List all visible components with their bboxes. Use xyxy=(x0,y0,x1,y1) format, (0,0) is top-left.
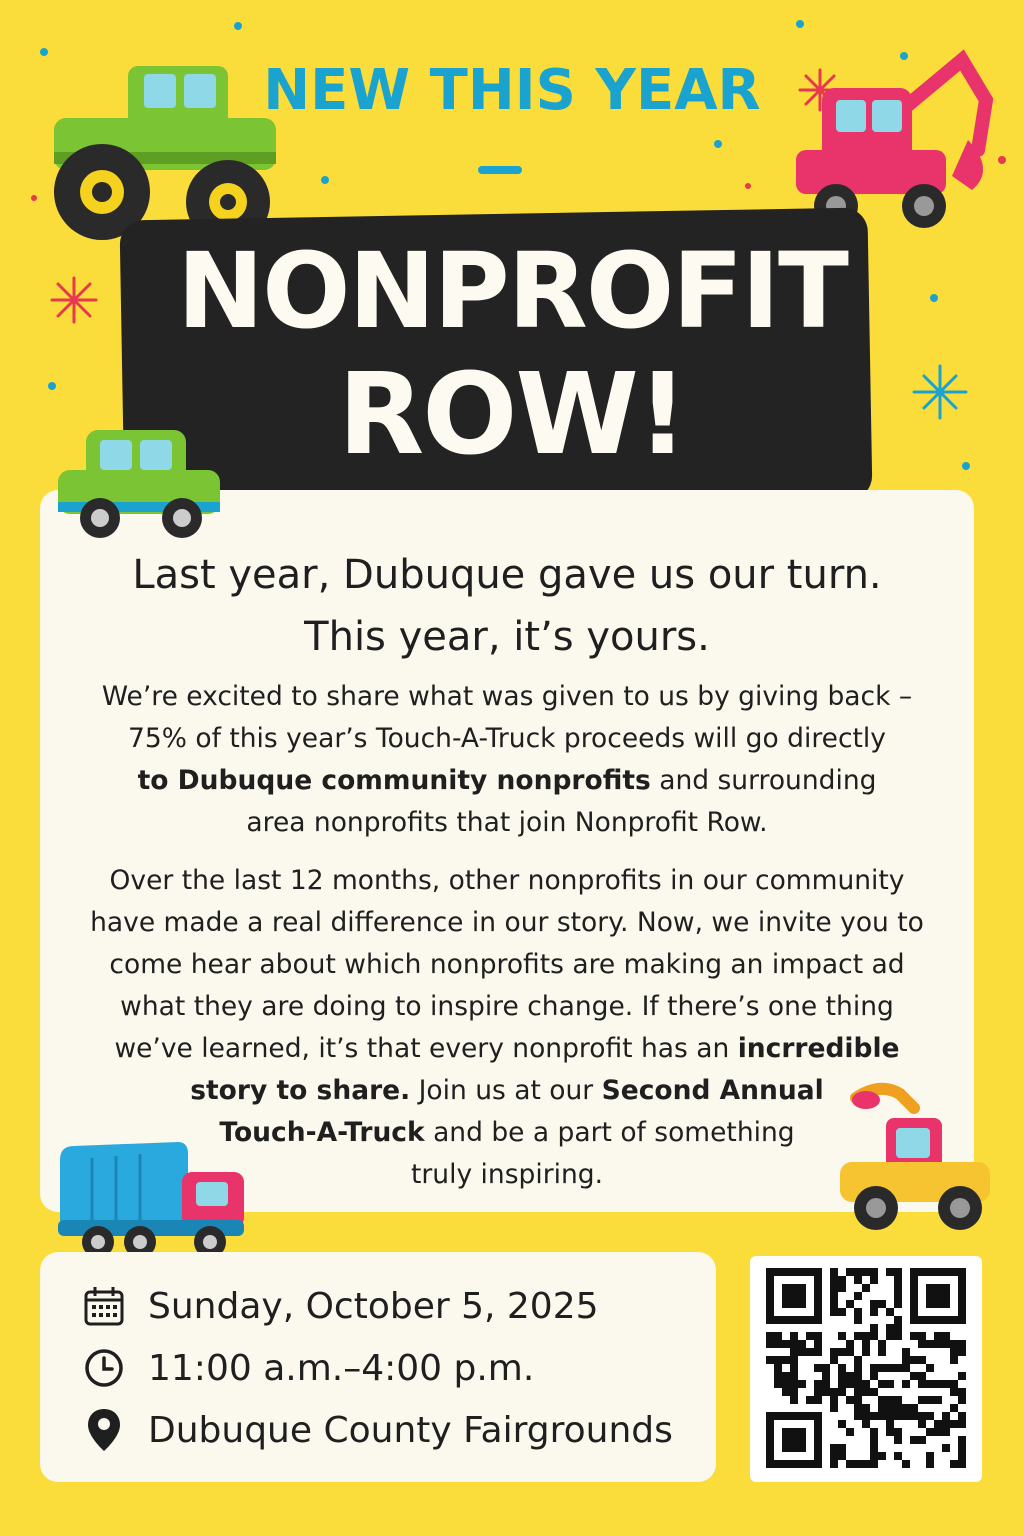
text-line: and be a part of something xyxy=(424,1117,795,1148)
event-time-row xyxy=(78,1342,534,1394)
garbage-truck-illustration xyxy=(52,1136,248,1264)
qr-code[interactable] xyxy=(750,1256,982,1482)
text-line: area nonprofits that join Nonprofit Row. xyxy=(246,807,768,838)
event-location: Dubuque County Fairgrounds xyxy=(148,1409,673,1451)
emphasis-text: to Dubuque community nonprofits xyxy=(137,765,651,796)
text-line: Over the last 12 months, other nonprofits in our community xyxy=(109,865,905,896)
clock-icon xyxy=(78,1342,130,1394)
text-line: truly inspiring. xyxy=(411,1159,603,1190)
event-date-row xyxy=(78,1280,599,1332)
event-location-row xyxy=(78,1404,673,1456)
text-line: come hear about which nonprofits are making an impact ad xyxy=(109,949,905,980)
emphasis-text: incrredible xyxy=(737,1033,900,1064)
headline-line-2: This year, it’s yours. xyxy=(304,614,710,660)
text-line: Join us at our xyxy=(410,1075,602,1106)
map-pin-icon xyxy=(78,1404,130,1456)
intro-paragraph xyxy=(70,676,944,844)
kicker-heading: NEW THIS YEAR xyxy=(263,58,761,123)
calendar-icon xyxy=(78,1280,130,1332)
kicker-divider xyxy=(478,166,522,174)
qr-code-pattern xyxy=(750,1256,982,1482)
text-line: We’re excited to share what was given to us by giving back – xyxy=(101,681,913,712)
emphasis-text: story to share. xyxy=(190,1075,411,1106)
event-date: Sunday, October 5, 2025 xyxy=(148,1285,599,1327)
text-line: 75% of this year’s Touch-A-Truck proceeds will go directly xyxy=(128,723,886,754)
text-line: we’ve learned, it’s that every nonprofit has an xyxy=(114,1033,738,1064)
text-line: have made a real difference in our story. Now, we invite you to xyxy=(90,907,924,938)
title-line-1: NONPROFIT xyxy=(177,230,847,352)
car-illustration xyxy=(52,426,224,546)
text-line: what they are doing to inspire change. If there’s one thing xyxy=(120,991,894,1022)
emphasis-text: Second Annual xyxy=(601,1075,824,1106)
headline-line-1: Last year, Dubuque gave us our turn. xyxy=(132,552,882,598)
text-line: and surrounding xyxy=(650,765,877,796)
emphasis-text: Touch-A-Truck xyxy=(219,1117,425,1148)
event-time: 11:00 a.m.–4:00 p.m. xyxy=(148,1347,535,1389)
digger-truck-illustration xyxy=(836,1078,996,1246)
title-line-2: ROW! xyxy=(337,350,687,480)
